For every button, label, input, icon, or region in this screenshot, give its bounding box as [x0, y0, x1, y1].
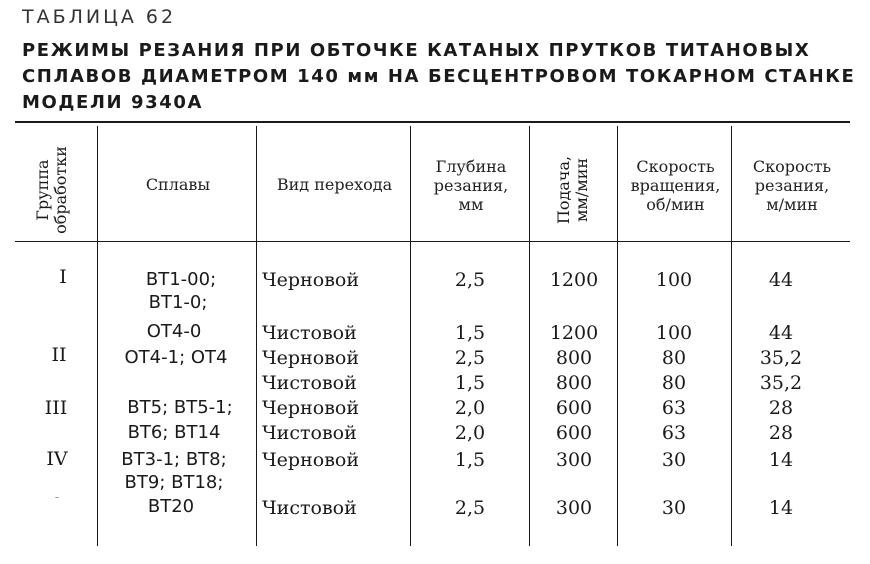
cutting-speed-cell: 44: [768, 322, 794, 344]
header-group: [34, 135, 70, 245]
feed-cell: 1200: [549, 269, 599, 291]
header-group-line-1: Группа: [33, 159, 52, 221]
header-alloys: Сплавы: [145, 175, 211, 194]
header-feed-line-2: мм/мин: [572, 157, 591, 223]
alloy-entry: ОТ4-0: [146, 321, 202, 342]
table-title-line-1: РЕЖИМЫ РЕЗАНИЯ ПРИ ОБТОЧКЕ КАТАНЫХ ПРУТКОВ ТИТАНОВЫХ: [22, 40, 811, 61]
rotation-speed-cell: 80: [661, 372, 687, 394]
rotation-speed-cell: 100: [655, 322, 693, 344]
feed-cell: 800: [555, 347, 593, 369]
depth-cell: 2,5: [454, 347, 486, 369]
header-cutting-line-2: резания,: [754, 176, 830, 195]
feed-cell: 600: [555, 422, 593, 444]
alloy-entry: ВТ1-0;: [148, 292, 208, 313]
pass-type-cell: Черновой: [262, 397, 359, 419]
feed-cell: 1200: [549, 322, 599, 344]
column-divider: [529, 126, 530, 546]
header-feed-line-1: Подача,: [554, 155, 573, 225]
header-rotation-speed: [620, 157, 731, 214]
rotation-speed-cell: 30: [661, 497, 687, 519]
header-cutting-speed: [734, 157, 850, 214]
pass-type-cell: Черновой: [262, 347, 359, 369]
alloy-entry: ОТ4-1; ОТ4: [124, 347, 228, 368]
header-depth-line-1: Глубина: [435, 157, 507, 176]
depth-cell: 2,0: [454, 422, 486, 444]
header-pass-type: Вид перехода: [276, 175, 393, 194]
pass-type-cell: Чистовой: [262, 497, 357, 519]
table-title-line-2: СПЛАВОВ ДИАМЕТРОМ 140 мм НА БЕСЦЕНТРОВОМ ТОКАРНОМ СТАНКЕ: [22, 66, 856, 87]
feed-cell: 600: [555, 397, 593, 419]
cutting-speed-cell: 14: [768, 497, 794, 519]
cutting-speed-cell: 35,2: [759, 347, 803, 369]
depth-cell: 1,5: [454, 372, 486, 394]
header-depth-line-2: резания,: [433, 176, 509, 195]
table-number-label: ТАБЛИЦА 62: [22, 6, 177, 28]
pass-type-cell: Черновой: [262, 269, 359, 291]
alloy-entry: ВТ20: [147, 496, 195, 517]
depth-cell: 1,5: [454, 449, 486, 471]
column-divider: [617, 126, 618, 546]
depth-cell: 2,5: [454, 497, 486, 519]
column-divider: [256, 126, 257, 546]
rotation-speed-cell: 63: [661, 422, 687, 444]
table-top-rule: [15, 121, 850, 123]
cutting-speed-cell: 28: [768, 397, 794, 419]
header-rotation-line-2: вращения,: [630, 176, 721, 195]
rotation-speed-cell: 30: [661, 449, 687, 471]
rotation-speed-cell: 80: [661, 347, 687, 369]
group-number: I: [59, 266, 67, 288]
header-group-line-2: обработки: [51, 146, 70, 234]
depth-cell: 2,0: [454, 397, 486, 419]
pass-type-cell: Чистовой: [262, 322, 357, 344]
column-divider: [731, 126, 732, 546]
alloy-entry: ВТ6; ВТ14: [127, 422, 221, 443]
header-depth: [413, 157, 529, 214]
cutting-speed-cell: 44: [768, 269, 794, 291]
header-rotation-line-1: Скорость: [636, 157, 715, 176]
header-depth-line-3: мм: [458, 195, 484, 214]
header-cutting-line-3: м/мин: [766, 195, 818, 214]
group-number: III: [44, 397, 68, 419]
feed-cell: 300: [555, 497, 593, 519]
depth-cell: 2,5: [454, 269, 486, 291]
alloy-entry: ВТ5; ВТ5-1;: [127, 397, 233, 418]
rotation-speed-cell: 63: [661, 397, 687, 419]
table-header-rule: [15, 241, 850, 242]
group-number: IV: [46, 448, 68, 470]
pass-type-cell: Чистовой: [262, 372, 357, 394]
header-cutting-line-1: Скорость: [752, 157, 832, 176]
table-title-line-3: МОДЕЛИ 9340А: [22, 92, 204, 113]
pass-type-cell: Чистовой: [262, 422, 357, 444]
rotation-speed-cell: 100: [655, 269, 693, 291]
cutting-speed-cell: 28: [768, 422, 794, 444]
header-rotation-line-3: об/мин: [646, 195, 705, 214]
depth-cell: 1,5: [454, 322, 486, 344]
alloy-entry: ВТ9; ВТ18;: [124, 472, 224, 493]
group-number: II: [51, 344, 67, 366]
group-number: -: [54, 490, 60, 505]
cutting-speed-cell: 14: [768, 449, 794, 471]
header-feed: [555, 135, 591, 245]
alloy-entry: ВТ1-00;: [145, 269, 217, 290]
column-divider: [410, 126, 411, 546]
feed-cell: 800: [555, 372, 593, 394]
cutting-speed-cell: 35,2: [759, 372, 803, 394]
column-divider: [97, 126, 98, 546]
alloy-entry: ВТ3-1; ВТ8;: [121, 449, 227, 470]
pass-type-cell: Черновой: [262, 449, 359, 471]
feed-cell: 300: [555, 449, 593, 471]
